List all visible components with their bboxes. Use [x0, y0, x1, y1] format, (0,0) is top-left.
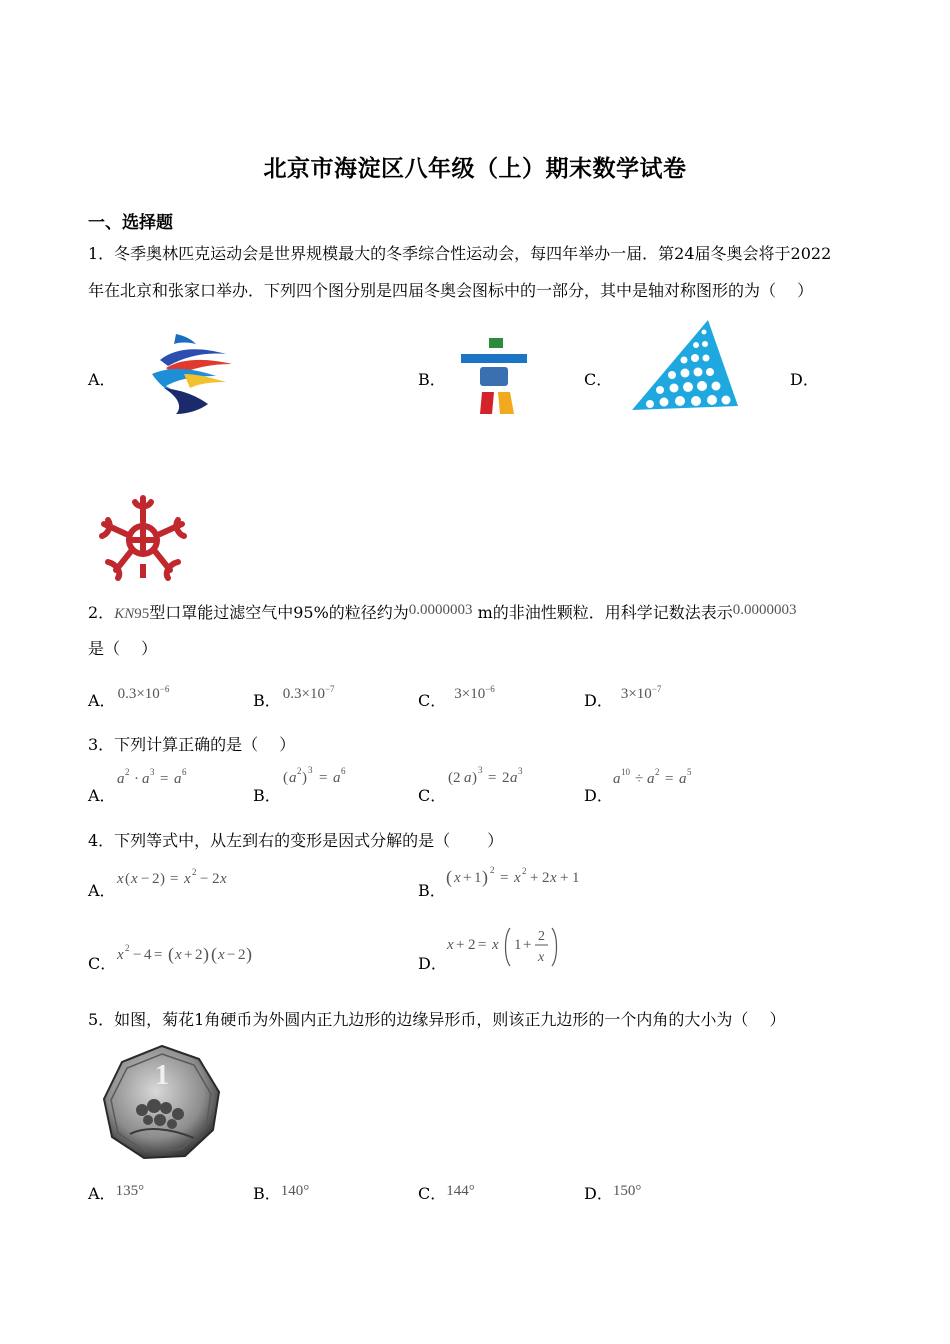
- svg-text:2: 2: [125, 767, 130, 777]
- q2-option-b-label: B．: [253, 691, 281, 710]
- q5-option-d: [584, 1181, 641, 1204]
- svg-text:a: a: [333, 770, 341, 786]
- q2-stem-line2: 是（ ）: [88, 639, 158, 658]
- q3-option-d-math: [610, 766, 702, 790]
- q5-option-b-label: B．: [253, 1184, 281, 1203]
- svg-text:a: a: [174, 771, 182, 787]
- q3-option-b-math: [281, 764, 355, 788]
- svg-text:÷: ÷: [635, 771, 644, 787]
- svg-text:x: x: [220, 871, 227, 887]
- svg-text:): ): [160, 871, 165, 887]
- q5-option-a-value: 135°: [115, 1183, 145, 1199]
- q2-stem-text2: m的非油性颗粒．用科学记数法表示: [472, 603, 733, 622]
- q4-option-a-label: A．: [88, 881, 116, 900]
- svg-text:=: =: [154, 947, 163, 963]
- svg-text:2: 2: [542, 870, 550, 886]
- svg-text:2: 2: [192, 867, 197, 877]
- svg-text:=: =: [500, 870, 509, 886]
- q2-option-c: [418, 684, 495, 711]
- svg-text:(: (: [168, 944, 174, 964]
- q2-value-1: 0.0000003: [408, 602, 473, 618]
- svg-text:+: +: [523, 937, 532, 953]
- svg-text:x: x: [447, 937, 454, 953]
- svg-text:): ): [203, 944, 209, 964]
- q5-stem: 5．如图，菊花1角硬币为外圆内正九边形的边缘异形币，则该正九边形的一个内角的大小为（ ）: [88, 1010, 786, 1029]
- q2-option-d-expr: [621, 686, 662, 702]
- svg-text:2: 2: [490, 865, 495, 875]
- svg-text:4: 4: [144, 947, 152, 963]
- q4-option-d-math: [444, 922, 564, 970]
- svg-text:5: 5: [687, 767, 692, 777]
- q4-option-c-label: C．: [88, 954, 117, 973]
- q2-option-d-base: 3×10: [620, 686, 652, 702]
- q1-option-c-label: C．: [584, 370, 613, 389]
- svg-text:1: 1: [572, 870, 580, 886]
- svg-text:x: x: [184, 871, 191, 887]
- svg-text:=: =: [488, 770, 497, 786]
- svg-text:x: x: [492, 937, 499, 953]
- q2-option-c-expr: [454, 686, 495, 702]
- q4-option-b-label: B．: [418, 881, 446, 900]
- svg-text:1: 1: [474, 870, 482, 886]
- svg-text:6: 6: [182, 767, 187, 777]
- svg-text:=: =: [319, 770, 328, 786]
- svg-text:−: −: [227, 947, 236, 963]
- svg-text:=: =: [478, 937, 487, 953]
- svg-text:3: 3: [150, 767, 155, 777]
- svg-text:+: +: [560, 870, 569, 886]
- svg-text:a: a: [142, 771, 150, 787]
- svg-text:−: −: [141, 871, 150, 887]
- svg-text:3: 3: [308, 765, 313, 775]
- q5-option-c-value: 144°: [446, 1183, 475, 1199]
- svg-text:(: (: [211, 944, 217, 964]
- q5-option-d-label: D．: [584, 1184, 613, 1203]
- svg-text:a: a: [647, 771, 655, 787]
- svg-text:(: (: [283, 770, 288, 786]
- q2-option-c-label: C．: [418, 691, 447, 710]
- svg-text:a: a: [289, 770, 297, 786]
- turin-2006-emblem-image: [630, 318, 742, 414]
- svg-text:2: 2: [468, 937, 476, 953]
- svg-text:a: a: [510, 770, 518, 786]
- svg-text:x: x: [117, 871, 124, 887]
- svg-text:x: x: [550, 870, 557, 886]
- q3-option-b-label: B．: [253, 786, 281, 805]
- svg-text:x: x: [117, 947, 124, 963]
- svg-text:a: a: [679, 771, 687, 787]
- svg-text:2: 2: [195, 947, 203, 963]
- q1-option-d-label: D．: [790, 370, 819, 389]
- svg-text:+: +: [530, 870, 539, 886]
- chrysanthemum-coin-image: [100, 1042, 224, 1164]
- q2-stem-text1: 型口罩能过滤空气中95%的粒径约为: [149, 603, 409, 622]
- q2-kn-symbol: KN: [114, 606, 135, 622]
- q3-option-d-label: D．: [584, 786, 613, 805]
- svg-text:x: x: [218, 947, 225, 963]
- q3-option-c-label: C．: [418, 786, 447, 805]
- svg-text:3: 3: [518, 766, 523, 776]
- svg-text:10: 10: [621, 767, 630, 777]
- beijing-2022-emblem-image: [146, 330, 234, 416]
- svg-text:a: a: [613, 771, 621, 787]
- q5-option-a-label: A．: [88, 1184, 116, 1203]
- q2-option-d-exp: −7: [651, 684, 662, 694]
- q5-option-a: [88, 1181, 144, 1204]
- svg-text:): ): [482, 867, 488, 887]
- svg-text:=: =: [160, 771, 169, 787]
- svg-text:+: +: [184, 947, 193, 963]
- svg-text:6: 6: [341, 766, 346, 776]
- svg-text:=: =: [170, 871, 179, 887]
- svg-text:2: 2: [152, 871, 160, 887]
- q2-number: 2．: [88, 603, 115, 622]
- svg-text:2: 2: [238, 947, 246, 963]
- q4-option-b-math: [444, 862, 592, 890]
- svg-text:+: +: [456, 937, 465, 953]
- q2-option-b-exp: −7: [324, 684, 335, 694]
- q2-n95-number: 95: [134, 606, 150, 622]
- svg-text:3: 3: [478, 765, 483, 775]
- q3-option-c-math: [446, 764, 532, 788]
- inukshuk-emblem-image: [458, 336, 530, 416]
- svg-text:x: x: [131, 871, 138, 887]
- q2-option-d-label: D．: [584, 691, 613, 710]
- q2-value-2: 0.0000003: [732, 602, 797, 618]
- q3-option-a-label: A．: [88, 786, 116, 805]
- q3-option-a-math: [114, 766, 200, 790]
- svg-text:1: 1: [514, 937, 522, 953]
- q5-option-b: [253, 1181, 309, 1204]
- q4-option-a-math: [114, 864, 246, 890]
- svg-text:x: x: [175, 947, 182, 963]
- svg-text:−: −: [133, 947, 142, 963]
- q2-option-b-base: 0.3×10: [282, 686, 325, 702]
- svg-text:a: a: [464, 770, 472, 786]
- svg-text:(: (: [125, 871, 130, 887]
- q1-stem-line2: 年在北京和张家口举办．下列四个图分别是四届冬奥会图标中的一部分，其中是轴对称图形的为（ ）: [88, 281, 814, 300]
- svg-text:x: x: [514, 870, 521, 886]
- q2-option-c-base: 3×10: [454, 686, 486, 702]
- q2-option-a: [88, 684, 170, 711]
- q4-option-d-label: D．: [418, 954, 447, 973]
- q2-option-a-label: A．: [88, 691, 116, 710]
- page-title: 北京市海淀区八年级（上）期末数学试卷: [263, 156, 687, 182]
- q3-stem: 3．下列计算正确的是（ ）: [88, 735, 296, 754]
- svg-text:x: x: [454, 870, 461, 886]
- svg-text:(: (: [446, 867, 452, 887]
- svg-text:=: =: [665, 771, 674, 787]
- svg-text:2: 2: [538, 929, 545, 944]
- q2-option-b-expr: [283, 686, 335, 702]
- q2-option-d: [584, 684, 662, 711]
- q2-option-b: [253, 684, 335, 711]
- q5-option-c: [418, 1181, 475, 1204]
- svg-text:2: 2: [297, 766, 302, 776]
- q1-stem-line1: 1．冬季奥林匹克运动会是世界规模最大的冬季综合性运动会，每四年举办一届．第24届冬奥会将于2022: [88, 244, 832, 263]
- q1-option-b-label: B．: [418, 370, 446, 389]
- q2-option-c-exp: −6: [485, 684, 495, 694]
- svg-text:2: 2: [655, 767, 660, 777]
- svg-text:x: x: [538, 950, 545, 965]
- svg-text:a: a: [117, 771, 125, 787]
- section-heading: 一、选择题: [88, 213, 173, 233]
- svg-text:2: 2: [125, 943, 130, 953]
- q4-stem: 4．下列等式中，从左到右的变形是因式分解的是（ ）: [88, 831, 504, 850]
- svg-text:): ): [302, 770, 307, 786]
- q2-stem-line1: [88, 603, 797, 624]
- q5-option-d-value: 150°: [612, 1183, 642, 1199]
- svg-text:−: −: [200, 871, 209, 887]
- q2-option-a-base: 0.3×10: [117, 686, 160, 702]
- q2-option-a-expr: [118, 686, 170, 702]
- svg-text:+: +: [463, 870, 472, 886]
- svg-text:·: ·: [134, 771, 139, 787]
- q2-option-a-exp: −6: [159, 684, 170, 694]
- svg-text:1: 1: [155, 1060, 169, 1091]
- snowflake-emblem-image: [98, 494, 188, 582]
- svg-text:2: 2: [522, 866, 527, 876]
- svg-text:2: 2: [502, 770, 510, 786]
- q1-option-a-label: A．: [88, 370, 116, 389]
- svg-text:2: 2: [212, 871, 220, 887]
- svg-text:(2: (2: [448, 770, 461, 786]
- svg-text:): ): [246, 944, 252, 964]
- q5-option-c-label: C．: [418, 1184, 447, 1203]
- q5-option-b-value: 140°: [280, 1183, 310, 1199]
- q4-option-c-math: [114, 940, 270, 968]
- svg-text:): ): [472, 770, 477, 786]
